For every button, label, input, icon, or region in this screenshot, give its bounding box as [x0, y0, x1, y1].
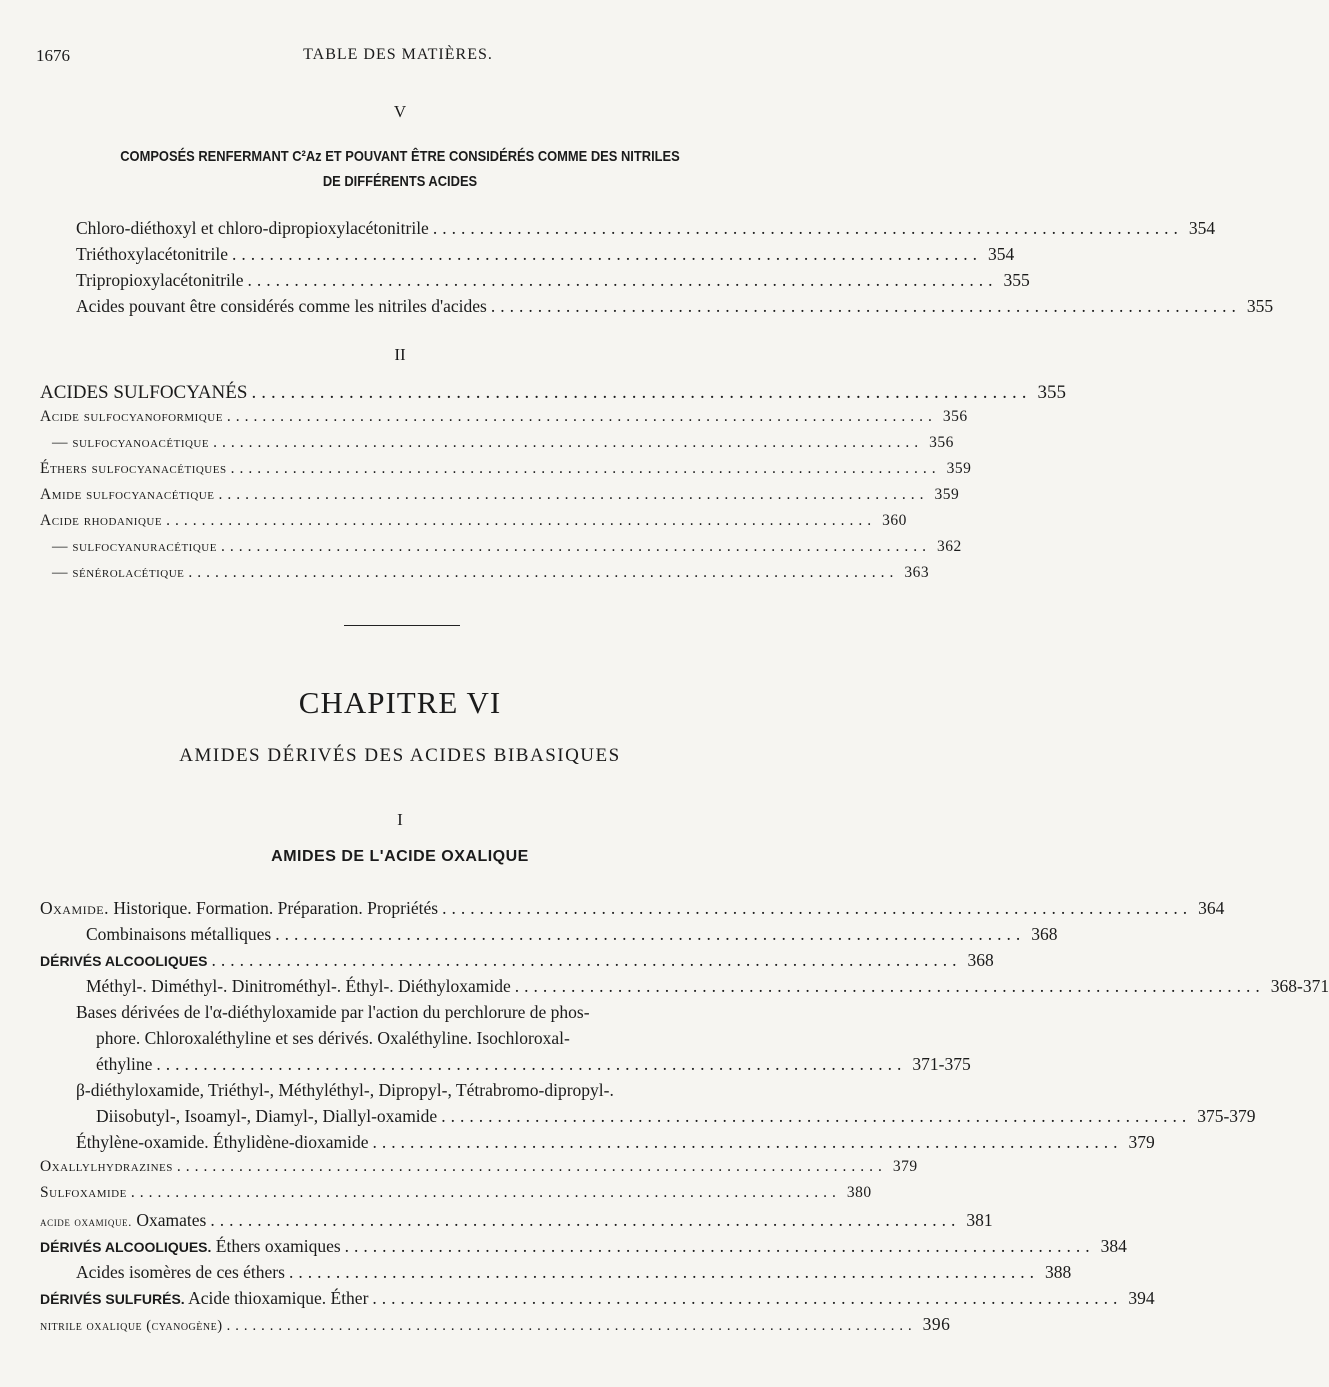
toc-entry-label: Éthylène-oxamide. Éthylidène-dioxamide	[76, 1132, 369, 1152]
toc-entry: nitrile oxalique (cyanogène) ................................................................................ 396	[40, 1314, 951, 1334]
section-divider	[344, 625, 460, 626]
toc-entry-label: Méthyl-. Diméthyl-. Dinitrométhyl-. Éthyl-. Diéthyloxamide	[86, 976, 511, 996]
toc-entry: Oxamide. Historique. Formation. Préparation. Propriétés ................................................................................ 364	[40, 898, 1225, 918]
running-title: TABLE DES MATIÈRES.	[303, 46, 493, 63]
toc-entry: ACIDES SULFOCYANÉS ................................................................................ 355	[40, 382, 1066, 403]
toc-entry: DÉRIVÉS ALCOOLIQUES. Éthers oxamiques ................................................................................ 384	[40, 1236, 1127, 1256]
toc-entry: Acide rhodanique ................................................................................ 360	[40, 512, 907, 529]
toc-entry: Diisobutyl-, Isoamyl-, Diamyl-, Diallyl-oxamide ................................................................................ 375-379	[96, 1106, 1256, 1126]
toc-entry-label: DÉRIVÉS ALCOOLIQUES	[40, 953, 208, 969]
toc-entry-head: DÉRIVÉS SULFURÉS.	[40, 1291, 185, 1307]
toc-entry: Acide sulfocyanoformique ................................................................................ 356	[40, 408, 968, 425]
toc-entry-page: 356	[929, 434, 954, 451]
toc-entry-head: Oxamide.	[40, 898, 110, 918]
toc-entry-label: Chloro-diéthoxyl et chloro-dipropioxylacétonitrile	[76, 218, 429, 238]
toc-entry-page: 388	[1044, 1262, 1072, 1282]
toc-entry-label: Amide sulfocyanacétique	[40, 486, 215, 503]
toc-entry-page: 380	[846, 1184, 872, 1201]
toc-entry-page: 379	[892, 1158, 918, 1175]
toc-entry: — sulfocyanuracétique ................................................................................ 362	[52, 538, 962, 555]
toc-entry-page: 368	[1031, 924, 1058, 944]
page-header	[36, 46, 760, 70]
toc-entry: DÉRIVÉS SULFURÉS. Acide thioxamique. Éther ................................................................................ 394	[40, 1288, 1155, 1308]
toc-entry-page: 394	[1128, 1288, 1155, 1308]
chapter-title: CHAPITRE VI	[298, 685, 502, 720]
toc-entry-label: nitrile oxalique (cyanogène)	[40, 1318, 223, 1334]
toc-entry: Éthers sulfocyanacétiques ................................................................................ 359	[40, 460, 972, 477]
section-i-numeral: I	[397, 810, 403, 829]
section-v-title-line1: COMPOSÉS RENFERMANT C²Az ET POUVANT ÊTRE CONSIDÉRÉS COMME DES NITRILES	[120, 148, 680, 165]
section-i-title: AMIDES DE L'ACIDE OXALIQUE	[271, 848, 529, 865]
toc-entry-label: — sénérolacétique	[52, 564, 185, 581]
toc-entry-text: β-diéthyloxamide, Triéthyl-, Méthyléthyl-, Dipropyl-, Tétrabromo-dipropyl-.	[76, 1080, 614, 1100]
toc-entry-label: Combinaisons métalliques	[86, 924, 272, 944]
toc-entry-label: Éthers oxamiques	[211, 1236, 341, 1256]
toc-entry-page: 384	[1100, 1236, 1127, 1256]
toc-entry: Éthylène-oxamide. Éthylidène-dioxamide ................................................................................ 379	[76, 1132, 1155, 1152]
toc-entry: Sulfoxamide ................................................................................ 380	[40, 1184, 872, 1201]
toc-entry-page: 371-375	[912, 1054, 971, 1074]
toc-entry-head: acide oxamique.	[40, 1214, 132, 1229]
toc-entry-label: éthyline	[96, 1054, 153, 1074]
toc-entry: acide oxamique. Oxamates ................................................................................ 381	[40, 1210, 993, 1230]
section-v-numeral: V	[393, 102, 407, 121]
toc-entry-page: 381	[966, 1210, 993, 1230]
toc-entry-label: Triéthoxylacétonitrile	[76, 244, 228, 264]
toc-entry: — sénérolacétique ................................................................................ 363	[52, 564, 930, 581]
toc-entry-label: Acide sulfocyanoformique	[40, 408, 223, 425]
toc-entry-page: 355	[1037, 382, 1066, 403]
toc-entry-label: Sulfoxamide	[40, 1184, 127, 1201]
toc-entry-label: Acide thioxamique. Éther	[184, 1288, 369, 1308]
toc-entry-page: 360	[882, 512, 907, 529]
toc-entry: Acides pouvant être considérés comme les nitriles d'acides ................................................................................ 355	[76, 296, 1274, 316]
toc-entry-page: 375-379	[1197, 1106, 1256, 1126]
toc-entry: Méthyl-. Diméthyl-. Dinitrométhyl-. Éthyl-. Diéthyloxamide ................................................................................ 368-371	[86, 976, 1329, 996]
toc-entry-page: 359	[934, 486, 960, 503]
toc-entry-label: Éthers sulfocyanacétiques	[40, 460, 227, 477]
toc-entry-label: Acides pouvant être considérés comme les nitriles d'acides	[76, 296, 487, 316]
toc-entry: Combinaisons métalliques ................................................................................ 368	[86, 924, 1058, 944]
chapter-subtitle: AMIDES DÉRIVÉS DES ACIDES BIBASIQUES	[179, 745, 621, 766]
toc-entry-text: Bases dérivées de l'α-diéthyloxamide par l'action du perchlorure de phos-	[76, 1002, 590, 1022]
toc-entry-page: 368	[967, 950, 994, 970]
toc-entry-page: 379	[1128, 1132, 1155, 1152]
toc-entry: Acides isomères de ces éthers ................................................................................ 388	[76, 1262, 1072, 1282]
toc-entry-label: Historique. Formation. Préparation. Propriétés	[109, 898, 439, 918]
toc-entry-page: 368-371	[1270, 976, 1329, 996]
toc-entry-page: 354	[987, 244, 1015, 264]
toc-entry: Triéthoxylacétonitrile ................................................................................ 354	[76, 244, 1015, 264]
toc-entry: éthyline ................................................................................ 371-375	[96, 1054, 971, 1074]
toc-entry-head: DÉRIVÉS ALCOOLIQUES.	[40, 1239, 212, 1255]
toc-entry-page: 363	[904, 564, 930, 581]
toc-entry-page: 362	[936, 538, 962, 555]
toc-entry-label: — sulfocyanoacétique	[52, 434, 210, 451]
toc-entry-page: 364	[1198, 898, 1225, 918]
toc-entry-label: Tripropioxylacétonitrile	[76, 270, 244, 290]
toc-entry: Amide sulfocyanacétique ................................................................................ 359	[40, 486, 960, 503]
section-v-title-line2: DE DIFFÉRENTS ACIDES	[322, 173, 478, 190]
toc-entry-page: 355	[1003, 270, 1030, 290]
toc-entry-page: 354	[1188, 218, 1216, 238]
toc-entry-label: Oxamates	[132, 1210, 207, 1230]
toc-entry: — sulfocyanoacétique ................................................................................ 356	[52, 434, 954, 451]
toc-entry-page: 355	[1246, 296, 1274, 316]
toc-entry-page: 359	[946, 460, 972, 477]
toc-entry-label: Diisobutyl-, Isoamyl-, Diamyl-, Diallyl-oxamide	[96, 1106, 438, 1126]
toc-entry-text: phore. Chloroxaléthyline et ses dérivés. Oxaléthyline. Isochloroxal-	[96, 1028, 570, 1048]
toc-entry-label: — sulfocyanuracétique	[52, 538, 217, 555]
page-number: 1676	[36, 46, 70, 65]
toc-entry: Chloro-diéthoxyl et chloro-dipropioxylacétonitrile ................................................................................ 354	[76, 218, 1216, 238]
toc-entry-label: Acides isomères de ces éthers	[76, 1262, 285, 1282]
toc-entry-page: 356	[942, 408, 968, 425]
toc-entry-label: Oxallylhydrazines	[40, 1158, 173, 1175]
toc-entry: Tripropioxylacétonitrile ................................................................................ 355	[76, 270, 1030, 290]
toc-entry-label: Acide rhodanique	[40, 512, 163, 529]
toc-entry-label: ACIDES SULFOCYANÉS	[40, 382, 248, 403]
toc-entry: DÉRIVÉS ALCOOLIQUES ................................................................................ 368	[40, 950, 994, 970]
toc-entry-page: 396	[922, 1314, 951, 1334]
section-ii-numeral: II	[394, 345, 406, 364]
toc-entry: Oxallylhydrazines ................................................................................ 379	[40, 1158, 918, 1175]
